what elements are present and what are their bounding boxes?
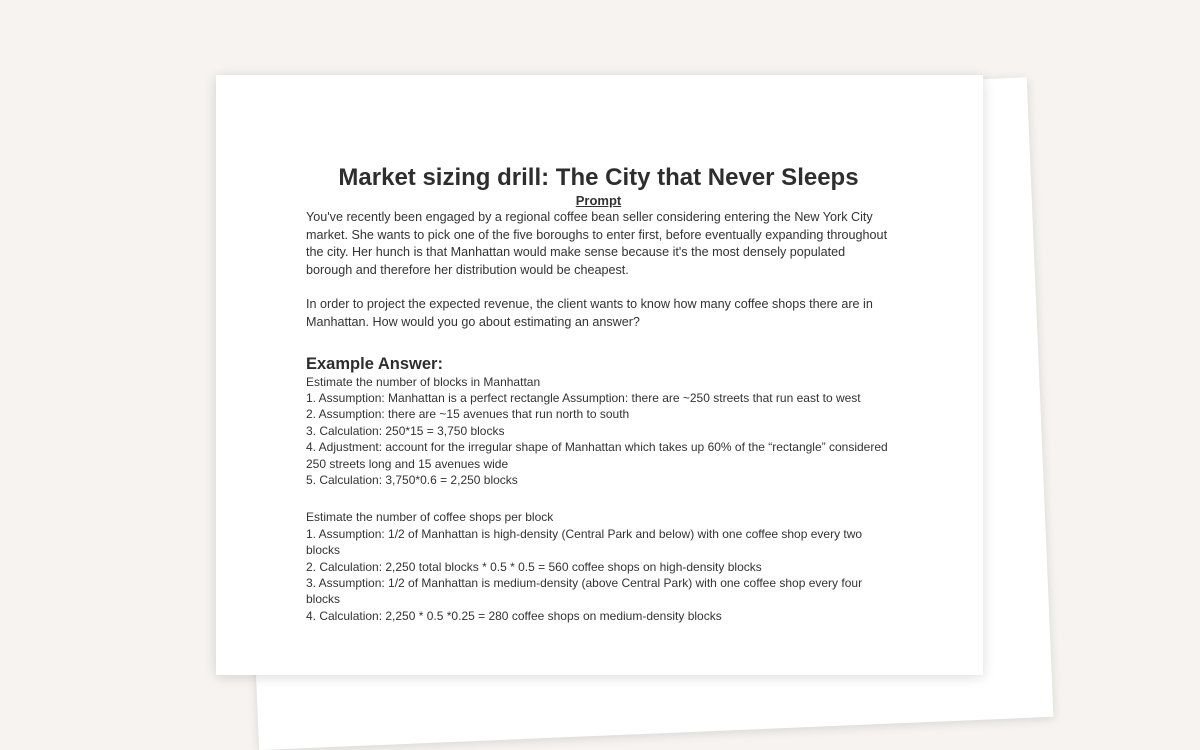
document-content (306, 163, 891, 624)
list-item: 1. Assumption: 1/2 of Manhattan is high-density (Central Park and below) with one coffee shop every two blocks (306, 526, 863, 558)
list-item: 4. Calculation: 2,250 * 0.5 *0.25 = 280 coffee shops on medium-density blocks (306, 608, 722, 623)
list-item: 2. Calculation: 2,250 total blocks * 0.5 * 0.5 = 560 coffee shops on high-density blocks (306, 559, 762, 574)
document-page (216, 75, 983, 675)
section-heading-blocks: Estimate the number of blocks in Manhattan (306, 374, 541, 389)
list-item: 2. Assumption: there are ~15 avenues that run north to south (306, 407, 630, 422)
prompt-heading: Prompt (575, 193, 622, 208)
section-coffee-shops (306, 509, 891, 624)
list-item: 3. Calculation: 250*15 = 3,750 blocks (306, 423, 505, 438)
prompt-paragraph-1: You've recently been engaged by a regional coffee bean seller considering entering the New York City market. She wants to pick one of the five boroughs to enter first, before eventually expanding throughout the city. Her hunch is that Manhattan would make sense because it's the most densely populated borough and therefore her distribution would be cheapest. (306, 210, 888, 277)
section-heading-coffee-shops: Estimate the number of coffee shops per block (306, 510, 554, 525)
list-item: 1. Assumption: Manhattan is a perfect rectangle Assumption: there are ~250 streets that run east to west (306, 390, 861, 405)
list-item: 5. Calculation: 3,750*0.6 = 2,250 blocks (306, 473, 518, 487)
document-title: Market sizing drill: The City that Never Sleeps (338, 164, 859, 191)
list-item: 3. Assumption: 1/2 of Manhattan is medium-density (above Central Park) with one coffee shop every four blocks (306, 576, 863, 607)
answer-heading: Example Answer: (306, 354, 443, 373)
prompt-paragraph-2: In order to project the expected revenue, the client wants to know how many coffee shops there are in Manhattan. How would you go about estimating an answer? (306, 297, 873, 329)
section-blocks (306, 374, 891, 489)
list-item: 4. Adjustment: account for the irregular shape of Manhattan which takes up 60% of the “rectangle” considered 250 streets long and 15 avenues wide (306, 440, 888, 471)
